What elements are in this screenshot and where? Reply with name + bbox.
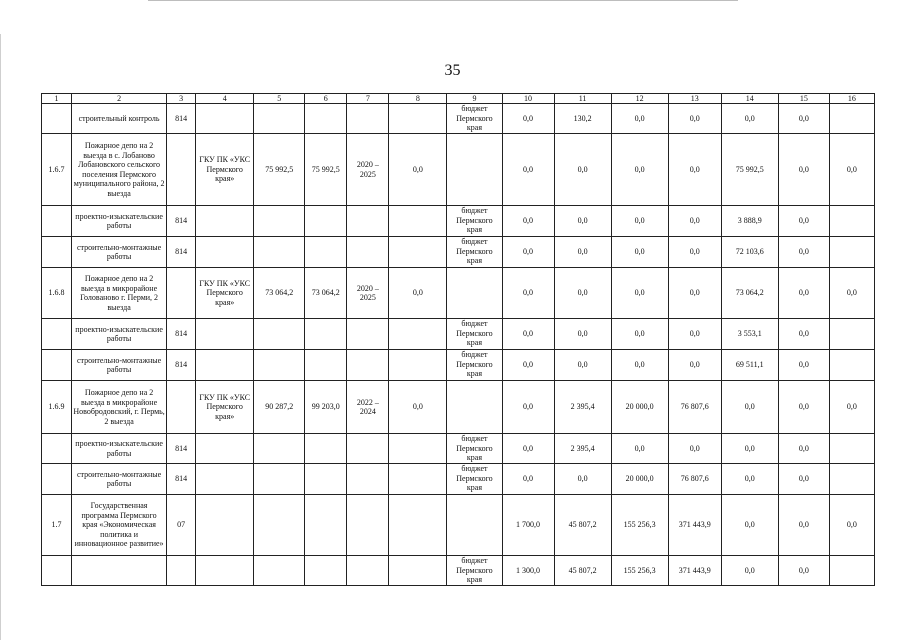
table-cell-col-7 [347,350,389,381]
table-cell-col-8 [389,206,447,237]
table-cell-col-6: 73 064,2 [305,268,347,319]
table-cell-col-9: бюджет Пермского края [447,319,502,350]
table-row [42,206,875,237]
table-cell-col-8 [389,104,447,134]
table-cell-col-7: 2020 – 2025 [347,268,389,319]
table-cell-col-16 [829,237,874,268]
table-cell-col-14: 0,0 [721,495,778,556]
header-cell-10: 10 [502,94,554,104]
table-cell-col-14: 0,0 [721,381,778,434]
table-cell-col-9 [447,134,502,206]
table-cell-col-13: 371 443,9 [668,495,721,556]
table-cell-col-15: 0,0 [778,319,829,350]
table-cell-col-10: 0,0 [502,206,554,237]
table-cell-col-15: 0,0 [778,495,829,556]
header-cell-15: 15 [778,94,829,104]
table-cell-col-14: 72 103,6 [721,237,778,268]
table-cell-col-8: 0,0 [389,134,447,206]
table-cell-col-7 [347,237,389,268]
table-cell-col-13: 0,0 [668,319,721,350]
table-cell-col-10: 0,0 [502,464,554,495]
table-row [42,268,875,319]
table-cell-col-16 [829,434,874,464]
table-cell-col-5 [254,556,305,586]
table-cell-col-11: 2 395,4 [554,434,611,464]
table-cell-col-10: 0,0 [502,104,554,134]
table-cell-col-11: 0,0 [554,237,611,268]
table-cell-col-11: 0,0 [554,134,611,206]
table-cell-col-8 [389,556,447,586]
table-cell-col-15: 0,0 [778,556,829,586]
table-cell-col-12: 0,0 [611,434,668,464]
table-cell-col-4 [196,104,254,134]
table-cell-col-11: 0,0 [554,464,611,495]
table-cell-col-11: 2 395,4 [554,381,611,434]
table-cell-col-2: Пожарное депо на 2 выезда в с. Лобаново Лобановского сельского поселения Пермского муниципального района, 2 выезда [72,134,167,206]
table-cell-col-10: 0,0 [502,134,554,206]
table-cell-col-15: 0,0 [778,434,829,464]
table-row [42,495,875,556]
table-cell-col-7 [347,206,389,237]
table-cell-col-6 [305,464,347,495]
table-cell-col-5 [254,104,305,134]
table-cell-col-8 [389,495,447,556]
table-cell-col-6 [305,237,347,268]
table-cell-col-6 [305,206,347,237]
header-cell-12: 12 [611,94,668,104]
table-cell-col-4 [196,434,254,464]
header-cell-4: 4 [196,94,254,104]
header-cell-2: 2 [72,94,167,104]
table-cell-col-9 [447,381,502,434]
table-cell-col-8 [389,350,447,381]
table-cell-col-11: 0,0 [554,350,611,381]
table-cell-col-5 [254,495,305,556]
table-cell-col-5 [254,206,305,237]
table-cell-col-4 [196,556,254,586]
table-cell-col-2: строительно-монтажные работы [72,350,167,381]
table-cell-col-1 [42,434,72,464]
table-cell-col-9: бюджет Пермского края [447,350,502,381]
table-cell-col-5 [254,434,305,464]
header-cell-8: 8 [389,94,447,104]
table-cell-col-8: 0,0 [389,268,447,319]
header-cell-5: 5 [254,94,305,104]
table-cell-col-1: 1.7 [42,495,72,556]
table-cell-col-5 [254,319,305,350]
table-cell-col-4 [196,237,254,268]
table-cell-col-1 [42,104,72,134]
table-row [42,134,875,206]
table-cell-col-7 [347,434,389,464]
table-cell-col-13: 0,0 [668,434,721,464]
page-left-edge [0,34,1,640]
table-cell-col-6: 99 203,0 [305,381,347,434]
table-cell-col-16 [829,350,874,381]
budget-table [41,93,875,586]
table-cell-col-13: 371 443,9 [668,556,721,586]
table-cell-col-4: ГКУ ПК «УКС Пермского края» [196,268,254,319]
table-cell-col-12: 0,0 [611,268,668,319]
table-cell-col-7: 2020 – 2025 [347,134,389,206]
table-cell-col-16: 0,0 [829,495,874,556]
header-cell-14: 14 [721,94,778,104]
table-cell-col-1: 1.6.7 [42,134,72,206]
table-cell-col-6 [305,556,347,586]
table-cell-col-5: 73 064,2 [254,268,305,319]
table-cell-col-12: 0,0 [611,104,668,134]
table-cell-col-14: 0,0 [721,556,778,586]
table-cell-col-4 [196,350,254,381]
table-cell-col-2: Пожарное депо на 2 выезда в микрорайоне Голованово г. Перми, 2 выезда [72,268,167,319]
table-cell-col-12: 0,0 [611,206,668,237]
table-cell-col-13: 0,0 [668,237,721,268]
table-header-row [42,94,875,104]
table-cell-col-7 [347,556,389,586]
table-cell-col-12: 0,0 [611,350,668,381]
table-cell-col-15: 0,0 [778,237,829,268]
table-cell-col-10: 0,0 [502,268,554,319]
table-cell-col-4 [196,464,254,495]
page-top-edge [148,0,738,1]
header-cell-7: 7 [347,94,389,104]
table-cell-col-2 [72,556,167,586]
table-cell-col-13: 76 807,6 [668,464,721,495]
table-cell-col-9: бюджет Пермского края [447,464,502,495]
table-cell-col-1 [42,464,72,495]
table-cell-col-2: строительный контроль [72,104,167,134]
table-row [42,556,875,586]
table-cell-col-3 [167,381,196,434]
table-cell-col-6: 75 992,5 [305,134,347,206]
table-cell-col-6 [305,104,347,134]
table-cell-col-13: 0,0 [668,206,721,237]
table-cell-col-7 [347,319,389,350]
table-cell-col-15: 0,0 [778,104,829,134]
table-cell-col-12: 0,0 [611,319,668,350]
table-cell-col-4: ГКУ ПК «УКС Пермского края» [196,381,254,434]
table-cell-col-1 [42,556,72,586]
table-cell-col-15: 0,0 [778,206,829,237]
table-cell-col-16 [829,319,874,350]
table-cell-col-1 [42,206,72,237]
table-cell-col-10: 1 300,0 [502,556,554,586]
table-cell-col-15: 0,0 [778,381,829,434]
table-cell-col-9: бюджет Пермского края [447,556,502,586]
header-cell-6: 6 [305,94,347,104]
table-cell-col-16: 0,0 [829,268,874,319]
table-cell-col-14: 75 992,5 [721,134,778,206]
table-cell-col-3 [167,268,196,319]
table-cell-col-9: бюджет Пермского края [447,104,502,134]
table-cell-col-11: 0,0 [554,268,611,319]
table-cell-col-12: 0,0 [611,134,668,206]
table-cell-col-14: 73 064,2 [721,268,778,319]
table-cell-col-10: 0,0 [502,319,554,350]
table-cell-col-2: строительно-монтажные работы [72,464,167,495]
table-row [42,434,875,464]
table-cell-col-4: ГКУ ПК «УКС Пермского края» [196,134,254,206]
table-cell-col-4 [196,206,254,237]
table-cell-col-14: 69 511,1 [721,350,778,381]
table-row [42,350,875,381]
table-cell-col-2: проектно-изыскательские работы [72,206,167,237]
table-cell-col-13: 0,0 [668,268,721,319]
table-cell-col-6 [305,495,347,556]
table-cell-col-9: бюджет Пермского края [447,237,502,268]
table-cell-col-11: 45 807,2 [554,495,611,556]
table-cell-col-7: 2022 – 2024 [347,381,389,434]
page-number: 35 [444,62,461,79]
table-cell-col-13: 0,0 [668,350,721,381]
table-cell-col-12: 20 000,0 [611,381,668,434]
table-cell-col-13: 0,0 [668,134,721,206]
table-cell-col-16 [829,556,874,586]
table-cell-col-10: 1 700,0 [502,495,554,556]
table-cell-col-11: 0,0 [554,206,611,237]
table-cell-col-5: 90 287,2 [254,381,305,434]
header-cell-16: 16 [829,94,874,104]
table-cell-col-11: 130,2 [554,104,611,134]
table-cell-col-13: 0,0 [668,104,721,134]
table-cell-col-3 [167,556,196,586]
table-cell-col-10: 0,0 [502,434,554,464]
table-cell-col-16 [829,104,874,134]
table-row [42,237,875,268]
table-cell-col-6 [305,350,347,381]
table-cell-col-16: 0,0 [829,381,874,434]
table-cell-col-14: 0,0 [721,104,778,134]
table-cell-col-8 [389,464,447,495]
table-cell-col-11: 0,0 [554,319,611,350]
table-cell-col-1: 1.6.8 [42,268,72,319]
table-cell-col-15: 0,0 [778,268,829,319]
table-cell-col-15: 0,0 [778,464,829,495]
table-cell-col-9 [447,495,502,556]
table-cell-col-14: 0,0 [721,434,778,464]
table-cell-col-14: 3 553,1 [721,319,778,350]
table-cell-col-1 [42,350,72,381]
table-cell-col-3 [167,134,196,206]
table-cell-col-8: 0,0 [389,381,447,434]
table-cell-col-9: бюджет Пермского края [447,206,502,237]
table-cell-col-5: 75 992,5 [254,134,305,206]
table-cell-col-12: 155 256,3 [611,495,668,556]
table-cell-col-15: 0,0 [778,350,829,381]
table-cell-col-9: бюджет Пермского края [447,434,502,464]
header-cell-9: 9 [447,94,502,104]
table-cell-col-10: 0,0 [502,350,554,381]
table-cell-col-5 [254,350,305,381]
table-cell-col-13: 76 807,6 [668,381,721,434]
table-cell-col-12: 155 256,3 [611,556,668,586]
header-cell-13: 13 [668,94,721,104]
table-cell-col-3: 814 [167,319,196,350]
table-cell-col-8 [389,434,447,464]
table-cell-col-3: 814 [167,464,196,495]
table-cell-col-8 [389,319,447,350]
table-row [42,319,875,350]
table-cell-col-10: 0,0 [502,381,554,434]
table-cell-col-4 [196,495,254,556]
table-cell-col-16 [829,206,874,237]
table-cell-col-2: проектно-изыскательские работы [72,319,167,350]
table-cell-col-14: 3 888,9 [721,206,778,237]
table-cell-col-2: проектно-изыскательские работы [72,434,167,464]
table-cell-col-7 [347,104,389,134]
table-cell-col-3: 814 [167,434,196,464]
header-cell-1: 1 [42,94,72,104]
table-cell-col-2: строительно-монтажные работы [72,237,167,268]
header-cell-3: 3 [167,94,196,104]
table-row [42,381,875,434]
table-cell-col-12: 20 000,0 [611,464,668,495]
table-cell-col-3: 814 [167,237,196,268]
table-cell-col-12: 0,0 [611,237,668,268]
table-cell-col-3: 814 [167,206,196,237]
table-cell-col-10: 0,0 [502,237,554,268]
table-cell-col-9 [447,268,502,319]
table-cell-col-5 [254,237,305,268]
table-row [42,464,875,495]
table-cell-col-16: 0,0 [829,134,874,206]
table-row [42,104,875,134]
table-cell-col-4 [196,319,254,350]
table-cell-col-14: 0,0 [721,464,778,495]
table-cell-col-8 [389,237,447,268]
table-cell-col-5 [254,464,305,495]
table-cell-col-7 [347,495,389,556]
table-cell-col-1: 1.6.9 [42,381,72,434]
table-cell-col-1 [42,319,72,350]
table-cell-col-6 [305,319,347,350]
table-cell-col-16 [829,464,874,495]
table-cell-col-7 [347,464,389,495]
table-cell-col-11: 45 807,2 [554,556,611,586]
table-cell-col-1 [42,237,72,268]
table-cell-col-15: 0,0 [778,134,829,206]
table-cell-col-6 [305,434,347,464]
table-cell-col-3: 814 [167,104,196,134]
table-cell-col-3: 07 [167,495,196,556]
table-cell-col-2: Государственная программа Пермского края «Экономическая политика и инновационное развитие» [72,495,167,556]
table-cell-col-3: 814 [167,350,196,381]
header-cell-11: 11 [554,94,611,104]
table-cell-col-2: Пожарное депо на 2 выезда в микрорайоне Новобродовский, г. Пермь, 2 выезда [72,381,167,434]
